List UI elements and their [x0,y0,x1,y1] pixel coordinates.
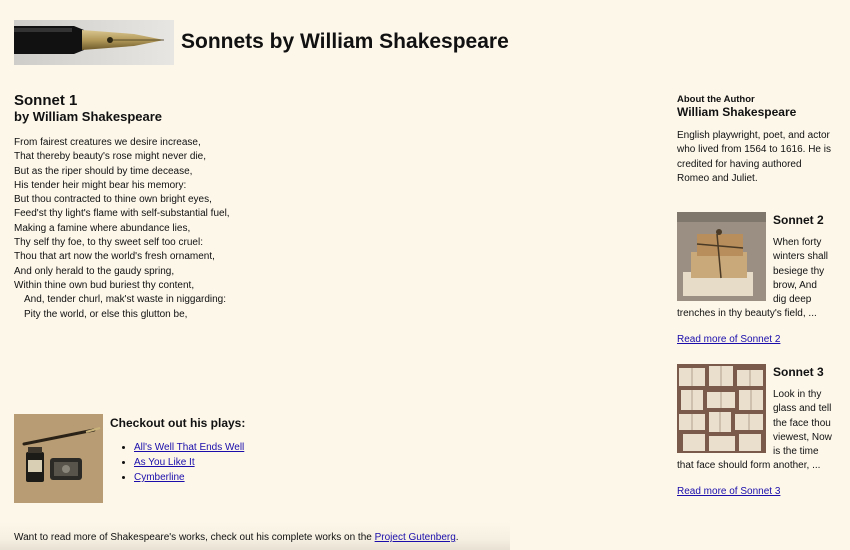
ink-and-pen-image [14,414,103,503]
poem-line: From fairest creatures we desire increase, [14,137,201,148]
poem-line: Making a famine where abundance lies, [14,222,191,234]
plays-list [110,440,245,485]
poem-line: His tender heir might bear his memory: [14,179,187,191]
poem-line: Feed'st thy light's flame with self-substantial fuel, [14,208,230,220]
main-sonnet [14,92,484,322]
footer [0,522,510,550]
poem-line: But thou contracted to thine own bright eyes, [14,194,212,206]
read-more-sonnet-2-link[interactable]: Read more of Sonnet 2 [677,333,781,345]
play-item [134,470,245,485]
play-item [134,440,245,455]
site-header [14,19,509,65]
page-title: Sonnets by William Shakespeare [181,30,509,53]
play-link-cymberline[interactable]: Cymberline [134,472,185,483]
footer-end: . [455,532,459,543]
plays-heading: Checkout out his plays: [110,416,246,430]
sonnet-author: by William Shakespeare [14,109,163,124]
fountain-pen-image [14,20,174,65]
poem-line: Thou that art now the world's fresh ornament, [14,251,215,263]
poem-line: Thy self thy foe, to thy sweet self too cruel: [14,237,203,249]
sonnet-card-2 [677,212,832,347]
author-name: William Shakespeare [677,105,797,119]
play-link-as-you-like-it[interactable]: As You Like It [134,457,195,468]
footer-text [14,532,459,543]
about-author [677,95,832,186]
open-books-image [677,364,766,453]
poem-line: That thereby beauty's rose might never die, [14,151,207,163]
card-excerpt: When forty winters shall besiege thy brow, And dig deep trenches in thy beauty's field, ... [677,237,829,320]
sonnet-title: Sonnet 1 [14,92,78,109]
plays-list-container [110,414,245,503]
poem-line: And, tender churl, mak'st waste in niggarding: [24,294,227,306]
poem-line: But as the riper should by time decease, [14,165,193,177]
author-bio: English playwright, poet, and actor who lived from 1564 to 1616. He is credited for having authored Romeo and Juliet. [677,130,831,184]
tied-letters-image [677,212,766,301]
play-item [134,455,245,470]
poem-line: Within thine own bud buriest thy content, [14,279,195,291]
card-title: Sonnet 3 [773,365,824,379]
plays-section [14,414,245,503]
poem-text [14,136,484,322]
card-title: Sonnet 2 [773,213,824,227]
poem-line: Pity the world, or else this glutton be, [24,308,188,320]
play-link-alls-well[interactable]: All's Well That Ends Well [134,442,245,453]
card-excerpt: Look in thy glass and tell the face thou viewest, Now is the time that face should form another, ... [677,389,832,472]
footer-lead: Want to read more of Shakespeare's works, check out his complete works on the [14,532,375,543]
project-gutenberg-link[interactable]: Project Gutenberg [374,532,456,543]
poem-line: And only herald to the gaudy spring, [14,265,175,277]
sonnet-card-3 [677,364,832,499]
about-label: About the Author [677,94,755,105]
read-more-sonnet-3-link[interactable]: Read more of Sonnet 3 [677,485,781,497]
